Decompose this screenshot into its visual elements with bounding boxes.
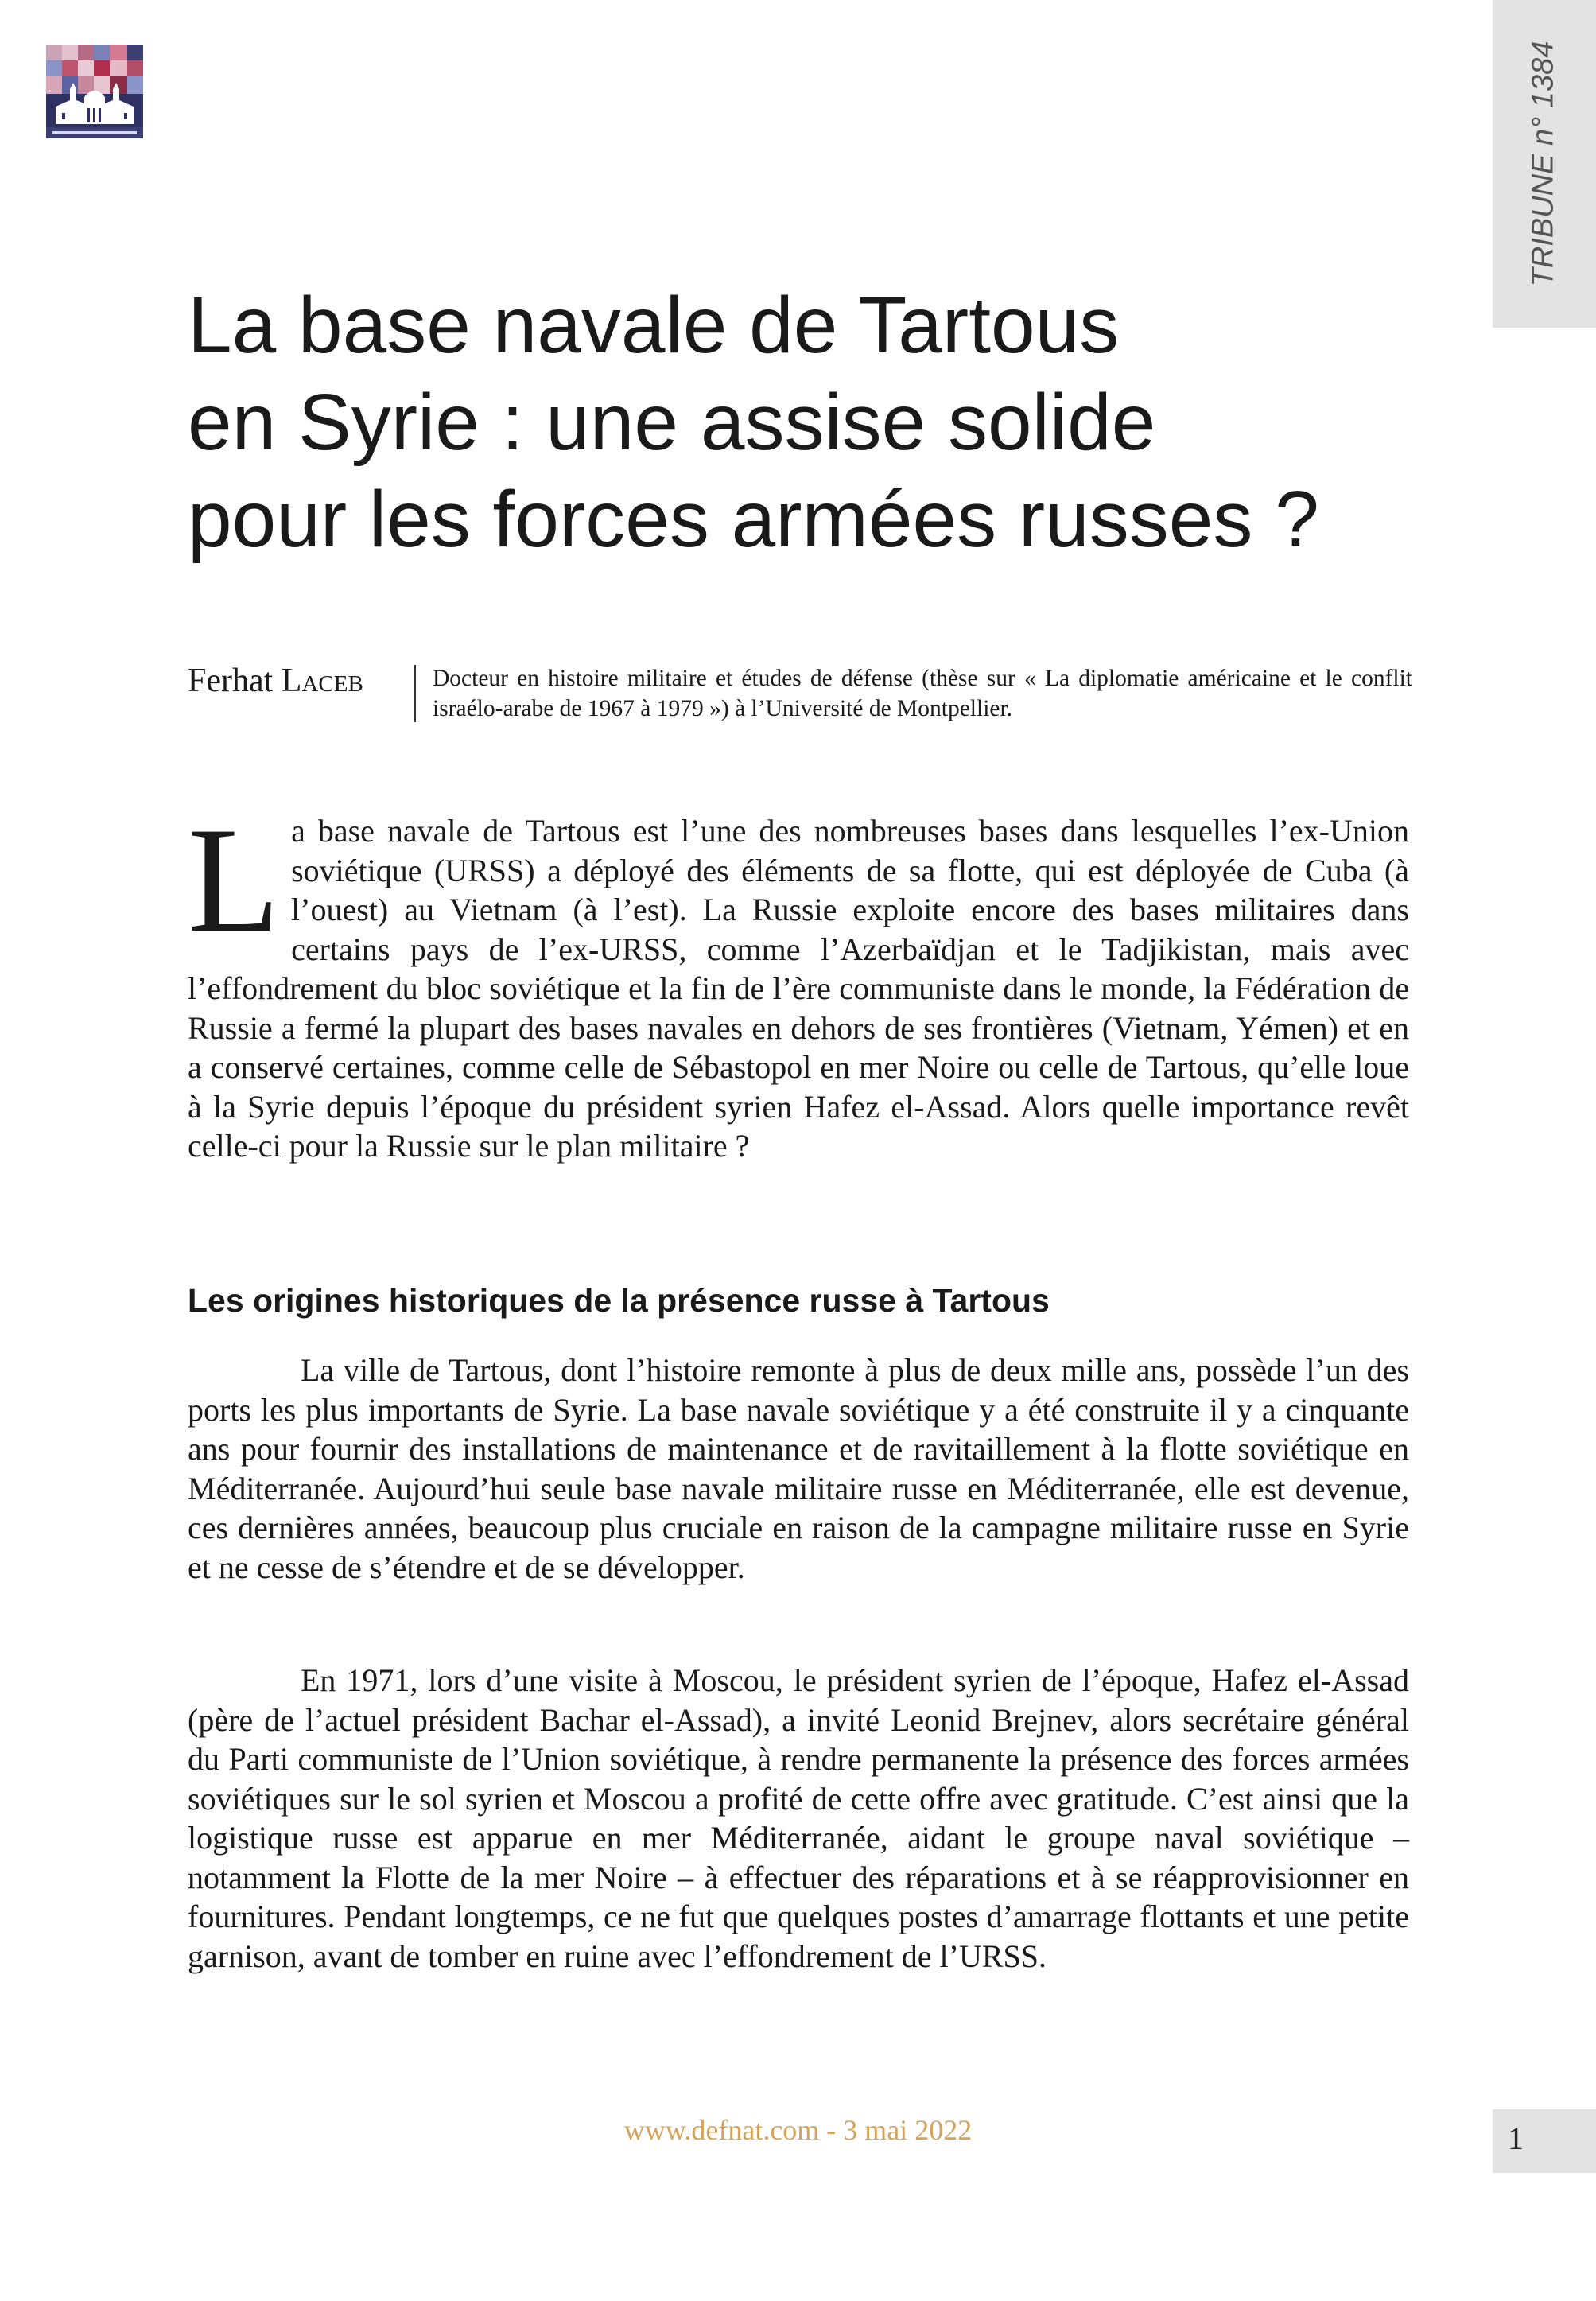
article-title <box>188 277 1428 568</box>
intro-paragraph <box>188 797 1409 1166</box>
page-number: 1 <box>1508 2120 1524 2156</box>
body-paragraph: En 1971, lors d’une visite à Moscou, le président syrien de l’époque, Hafez el-Assad (père de l’actuel président Bachar el-Assad), a invité Leonid Brejnev, alors secrétaire général du Parti communiste de l’Union soviétique, à rendre permanente la présence des forces armées soviétiques sur le sol syrien et Moscou a profité de cette offre avec gratitude. C’est ainsi que la logistique russe est apparue en mer Méditerranée, aidant le groupe naval soviétique – notamment la Flotte de la mer Noire – à effectuer des réparations et à se réapprovisionner en fournitures. Pendant longtemps, ce ne fut que quelques postes d’amarrage flottants et une petite garnison, avant de tomber en ruine avec l’effondrement de l’URSS. <box>188 1662 1409 1974</box>
author-bio: Docteur en histoire militaire et études de défense (thèse sur « La diplomatie américaine et le conflit israélo-arabe de 1967 à 1979 ») à l’Université de Montpellier. <box>433 666 1412 721</box>
institution-building-logo <box>46 45 143 138</box>
intro-text: a base navale de Tartous est l’une des nombreuses bases dans lesquelles l’ex-Union soviétique (URSS) a déployé des éléments de sa flotte, qui est déployée de Cuba (à l’ouest) au Vietnam (à l’est). La Russie exploite encore des bases militaires dans certains pays de l’ex-URSS, comme l’Azerbaïdjan et le Tadjikistan, mais avec l’effondrement du bloc soviétique et la fin de l’ère communiste dans le monde, la Fédération de Russie a fermé la plupart des bases navales en dehors de ses frontières (Vietnam, Yémen) et en a conservé certaines, comme celle de Sébastopol en mer Noire ou celle de Tartous, qu’elle loue à la Syrie depuis l’époque du président syrien Hafez el-Assad. Alors quelle importance revêt celle-ci pour la Russie sur le plan militaire ? <box>188 813 1409 1164</box>
title-line: en Syrie : une assise solide <box>188 378 1156 467</box>
title-line: La base navale de Tartous <box>188 281 1120 370</box>
series-label: TRIBUNE n° 1384 <box>1526 41 1560 287</box>
footer-source: www.defnat.com - 3 mai 2022 <box>623 2114 973 2146</box>
drop-cap: L <box>188 797 281 964</box>
title-line: pour les forces armées russes ? <box>188 475 1319 564</box>
section-heading: Les origines historiques de la présence russe à Tartous <box>188 1282 1050 1319</box>
author-divider <box>414 665 416 722</box>
author-name <box>188 662 363 700</box>
author-last-name: Laceb <box>281 663 363 699</box>
author-first-name: Ferhat <box>188 663 282 699</box>
body-paragraph: La ville de Tartous, dont l’histoire remonte à plus de deux mille ans, possède l’un des ports les plus importants de Syrie. La base navale soviétique y a été construite il y a cinquante ans pour fournir des installations de maintenance et de ravitaillement à la flotte soviétique en Méditerranée. Aujourd’hui seule base navale militaire russe en Méditerranée, elle est devenue, ces dernières années, beaucoup plus cruciale en raison de la campagne militaire russe en Syrie et ne cesse de s’étendre et de se développer. <box>188 1352 1409 1585</box>
